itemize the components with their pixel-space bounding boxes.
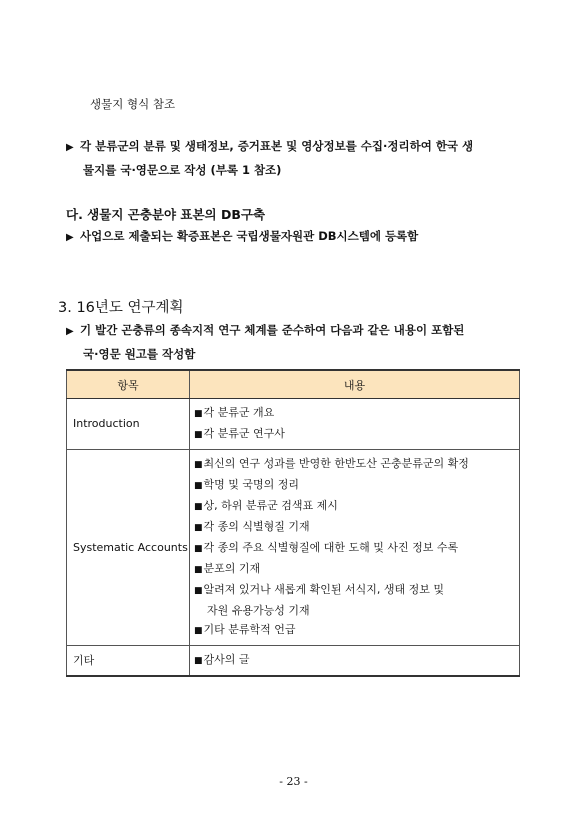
bullet-collection: ▶ 각 분류군의 분류 및 생태정보, 증거표본 및 영상정보를 수집·정리하여 한국 생 물지를 국·영문으로 작성 (부록 1 참조) xyxy=(66,139,474,177)
list-item: ■분포의 기재 xyxy=(194,562,261,575)
square-bullet-icon: ■ xyxy=(194,544,203,554)
list-item-continuation: 자원 유용가능성 기재 xyxy=(207,604,310,617)
list-item: ■상, 하위 분류군 검색표 제시 xyxy=(194,499,338,512)
list-item: ■학명 및 국명의 정리 xyxy=(194,478,300,491)
table-header-row xyxy=(67,370,520,399)
square-bullet-icon: ■ xyxy=(194,409,203,419)
bullet-research-plan: ▶ 기 발간 곤충류의 종속지적 연구 체계를 준수하여 다음과 같은 내용이 포함된 국·영문 원고를 작성함 xyxy=(66,323,465,361)
square-bullet-icon: ■ xyxy=(194,502,203,512)
list-item: ■최신의 연구 성과를 반영한 한반도산 곤충분류군의 확정 xyxy=(194,457,469,470)
square-bullet-icon: ■ xyxy=(194,430,203,440)
triangle-bullet-icon: ▶ xyxy=(66,142,74,153)
header-item: 항목 xyxy=(67,370,190,399)
triangle-bullet-icon: ▶ xyxy=(66,232,74,243)
table-row xyxy=(67,450,520,646)
row-label: Systematic Accounts xyxy=(67,450,190,646)
list-item: ■각 종의 주요 식별형질에 대한 도해 및 사진 정보 수록 xyxy=(194,541,459,554)
row-content xyxy=(190,399,520,450)
table-row xyxy=(67,399,520,450)
triangle-bullet-icon: ▶ xyxy=(66,326,74,337)
row-label: Introduction xyxy=(67,399,190,450)
row-content xyxy=(190,646,520,677)
square-bullet-icon: ■ xyxy=(194,565,203,575)
list-item: ■각 종의 식별형질 기재 xyxy=(194,520,310,533)
list-item: ■각 분류군 개요 xyxy=(194,406,275,419)
text-habitat-reference: 생물지 형식 참조 xyxy=(90,97,176,111)
list-item: ■알려져 있거나 새롭게 확인된 서식지, 생태 정보 및 xyxy=(194,583,445,596)
list-item: ■감사의 글 xyxy=(194,653,250,666)
row-content xyxy=(190,450,520,646)
row-label: 기타 xyxy=(67,646,190,677)
list-item: ■기타 분류학적 언급 xyxy=(194,623,296,636)
section-title: 3. 16년도 연구계획 xyxy=(58,300,184,316)
square-bullet-icon: ■ xyxy=(194,626,203,636)
square-bullet-icon: ■ xyxy=(194,523,203,533)
bullet-db-registration: ▶ 사업으로 제출되는 확증표본은 국립생물자원관 DB시스템에 등록함 xyxy=(66,228,418,246)
square-bullet-icon: ■ xyxy=(194,460,203,470)
header-content: 내용 xyxy=(190,370,520,399)
page-number: - 23 - xyxy=(279,775,308,788)
square-bullet-icon: ■ xyxy=(194,656,203,666)
square-bullet-icon: ■ xyxy=(194,481,203,491)
content-table xyxy=(66,369,520,677)
table-row xyxy=(67,646,520,677)
subsection-title: 다. 생물지 곤충분야 표본의 DB구축 xyxy=(66,207,266,222)
list-item: ■각 분류군 연구사 xyxy=(194,427,285,440)
square-bullet-icon: ■ xyxy=(194,586,203,596)
